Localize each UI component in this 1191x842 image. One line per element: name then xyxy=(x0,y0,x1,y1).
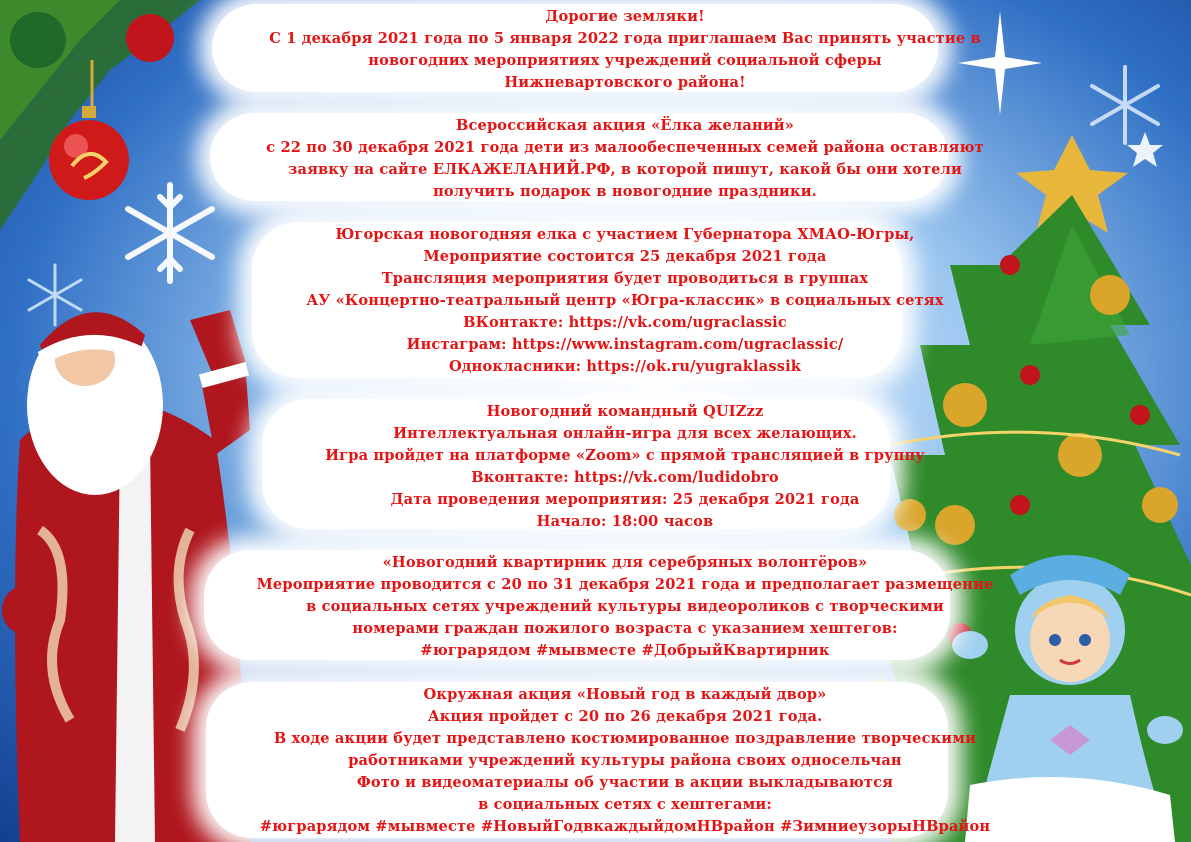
block-line: заявку на сайте ЕЛКАЖЕЛАНИЙ.РФ, в которой пишут, какой бы они хотели xyxy=(288,161,962,178)
block-line: работниками учреждений культуры района своих односельчан xyxy=(348,752,902,769)
block-line: новогодних мероприятиях учреждений социальной сферы xyxy=(368,52,882,69)
red-bauble-icon xyxy=(44,104,134,204)
noviy-god-dvor-block xyxy=(190,684,1060,838)
block-line: С 1 декабря 2021 года по 5 января 2022 года приглашаем Вас принять участие в xyxy=(269,30,981,47)
block-line: #юграрядом #мывместе #ДобрыйКвартирник xyxy=(420,642,830,659)
block-line: Дата проведения мероприятия: 25 декабря 2021 года xyxy=(390,491,860,508)
block-line: Игра пройдет на платформе «Zoom» с прямой трансляцией в группу xyxy=(325,447,925,464)
block-line: Однокласники: https://ok.ru/yugraklassik xyxy=(448,358,802,375)
block-line: Мероприятие проводится с 20 по 31 декабря 2021 года и предполагает размещение xyxy=(256,576,994,593)
block-heading: Дорогие земляки! xyxy=(545,8,705,25)
block-line: Инстаграм: https://www.instagram.com/ugraclassic/ xyxy=(406,336,844,353)
block-line: ВКонтакте: https://vk.com/ugraclassic xyxy=(463,314,787,331)
block-line: В ходе акции будет представлено костюмированное поздравление творческими xyxy=(273,730,977,747)
block-line: Фото и видеоматериалы об участии в акции выкладываются xyxy=(356,774,894,791)
block-heading: Югорская новогодняя елка с участием Губернатора ХМАО-Югры, xyxy=(335,226,915,243)
block-heading: Окружная акция «Новый год в каждый двор» xyxy=(423,686,827,703)
block-heading: Всероссийская акция «Ёлка желаний» xyxy=(456,117,794,134)
block-line: с 22 по 30 декабря 2021 года дети из малообеспеченных семей района оставляют xyxy=(266,139,984,156)
block-heading: Новогодний командный QUIZzz xyxy=(486,403,764,420)
yugorskaya-elka-block xyxy=(190,224,1060,378)
block-line: Трансляция мероприятия будет проводиться в группах xyxy=(381,270,869,287)
block-line: в социальных сетях учреждений культуры видеороликов с творческими xyxy=(306,598,944,615)
block-line: Мероприятие состоится 25 декабря 2021 года xyxy=(423,248,827,265)
block-line: Акция пройдет с 20 по 26 декабря 2021 года. xyxy=(427,708,823,725)
elka-zhelaniy-block xyxy=(190,115,1060,203)
block-line: в социальных сетях с хештегами: xyxy=(478,796,772,813)
block-line: Интеллектуальная онлайн-игра для всех желающих. xyxy=(393,425,857,442)
block-line: Вконтакте: https://vk.com/ludidobro xyxy=(471,469,779,486)
block-line: получить подарок в новогодние праздники. xyxy=(433,183,817,200)
block-line: номерами граждан пожилого возраста с указанием хештегов: xyxy=(352,620,898,637)
block-line: Начало: 18:00 часов xyxy=(536,513,714,530)
block-line: АУ «Концертно-театральный центр «Югра-классик» в социальных сетях xyxy=(306,292,944,309)
block-line: #юграрядом #мывместе #НовыйГодвкаждыйдомНВрайон #ЗимниеузорыНВрайон xyxy=(259,818,991,835)
intro-block xyxy=(190,6,1060,94)
block-line: Нижневартовского района! xyxy=(504,74,746,91)
quiz-block xyxy=(190,401,1060,533)
kvartirnik-block xyxy=(190,552,1060,662)
block-heading: «Новогодний квартирник для серебряных волонтёров» xyxy=(382,554,868,571)
